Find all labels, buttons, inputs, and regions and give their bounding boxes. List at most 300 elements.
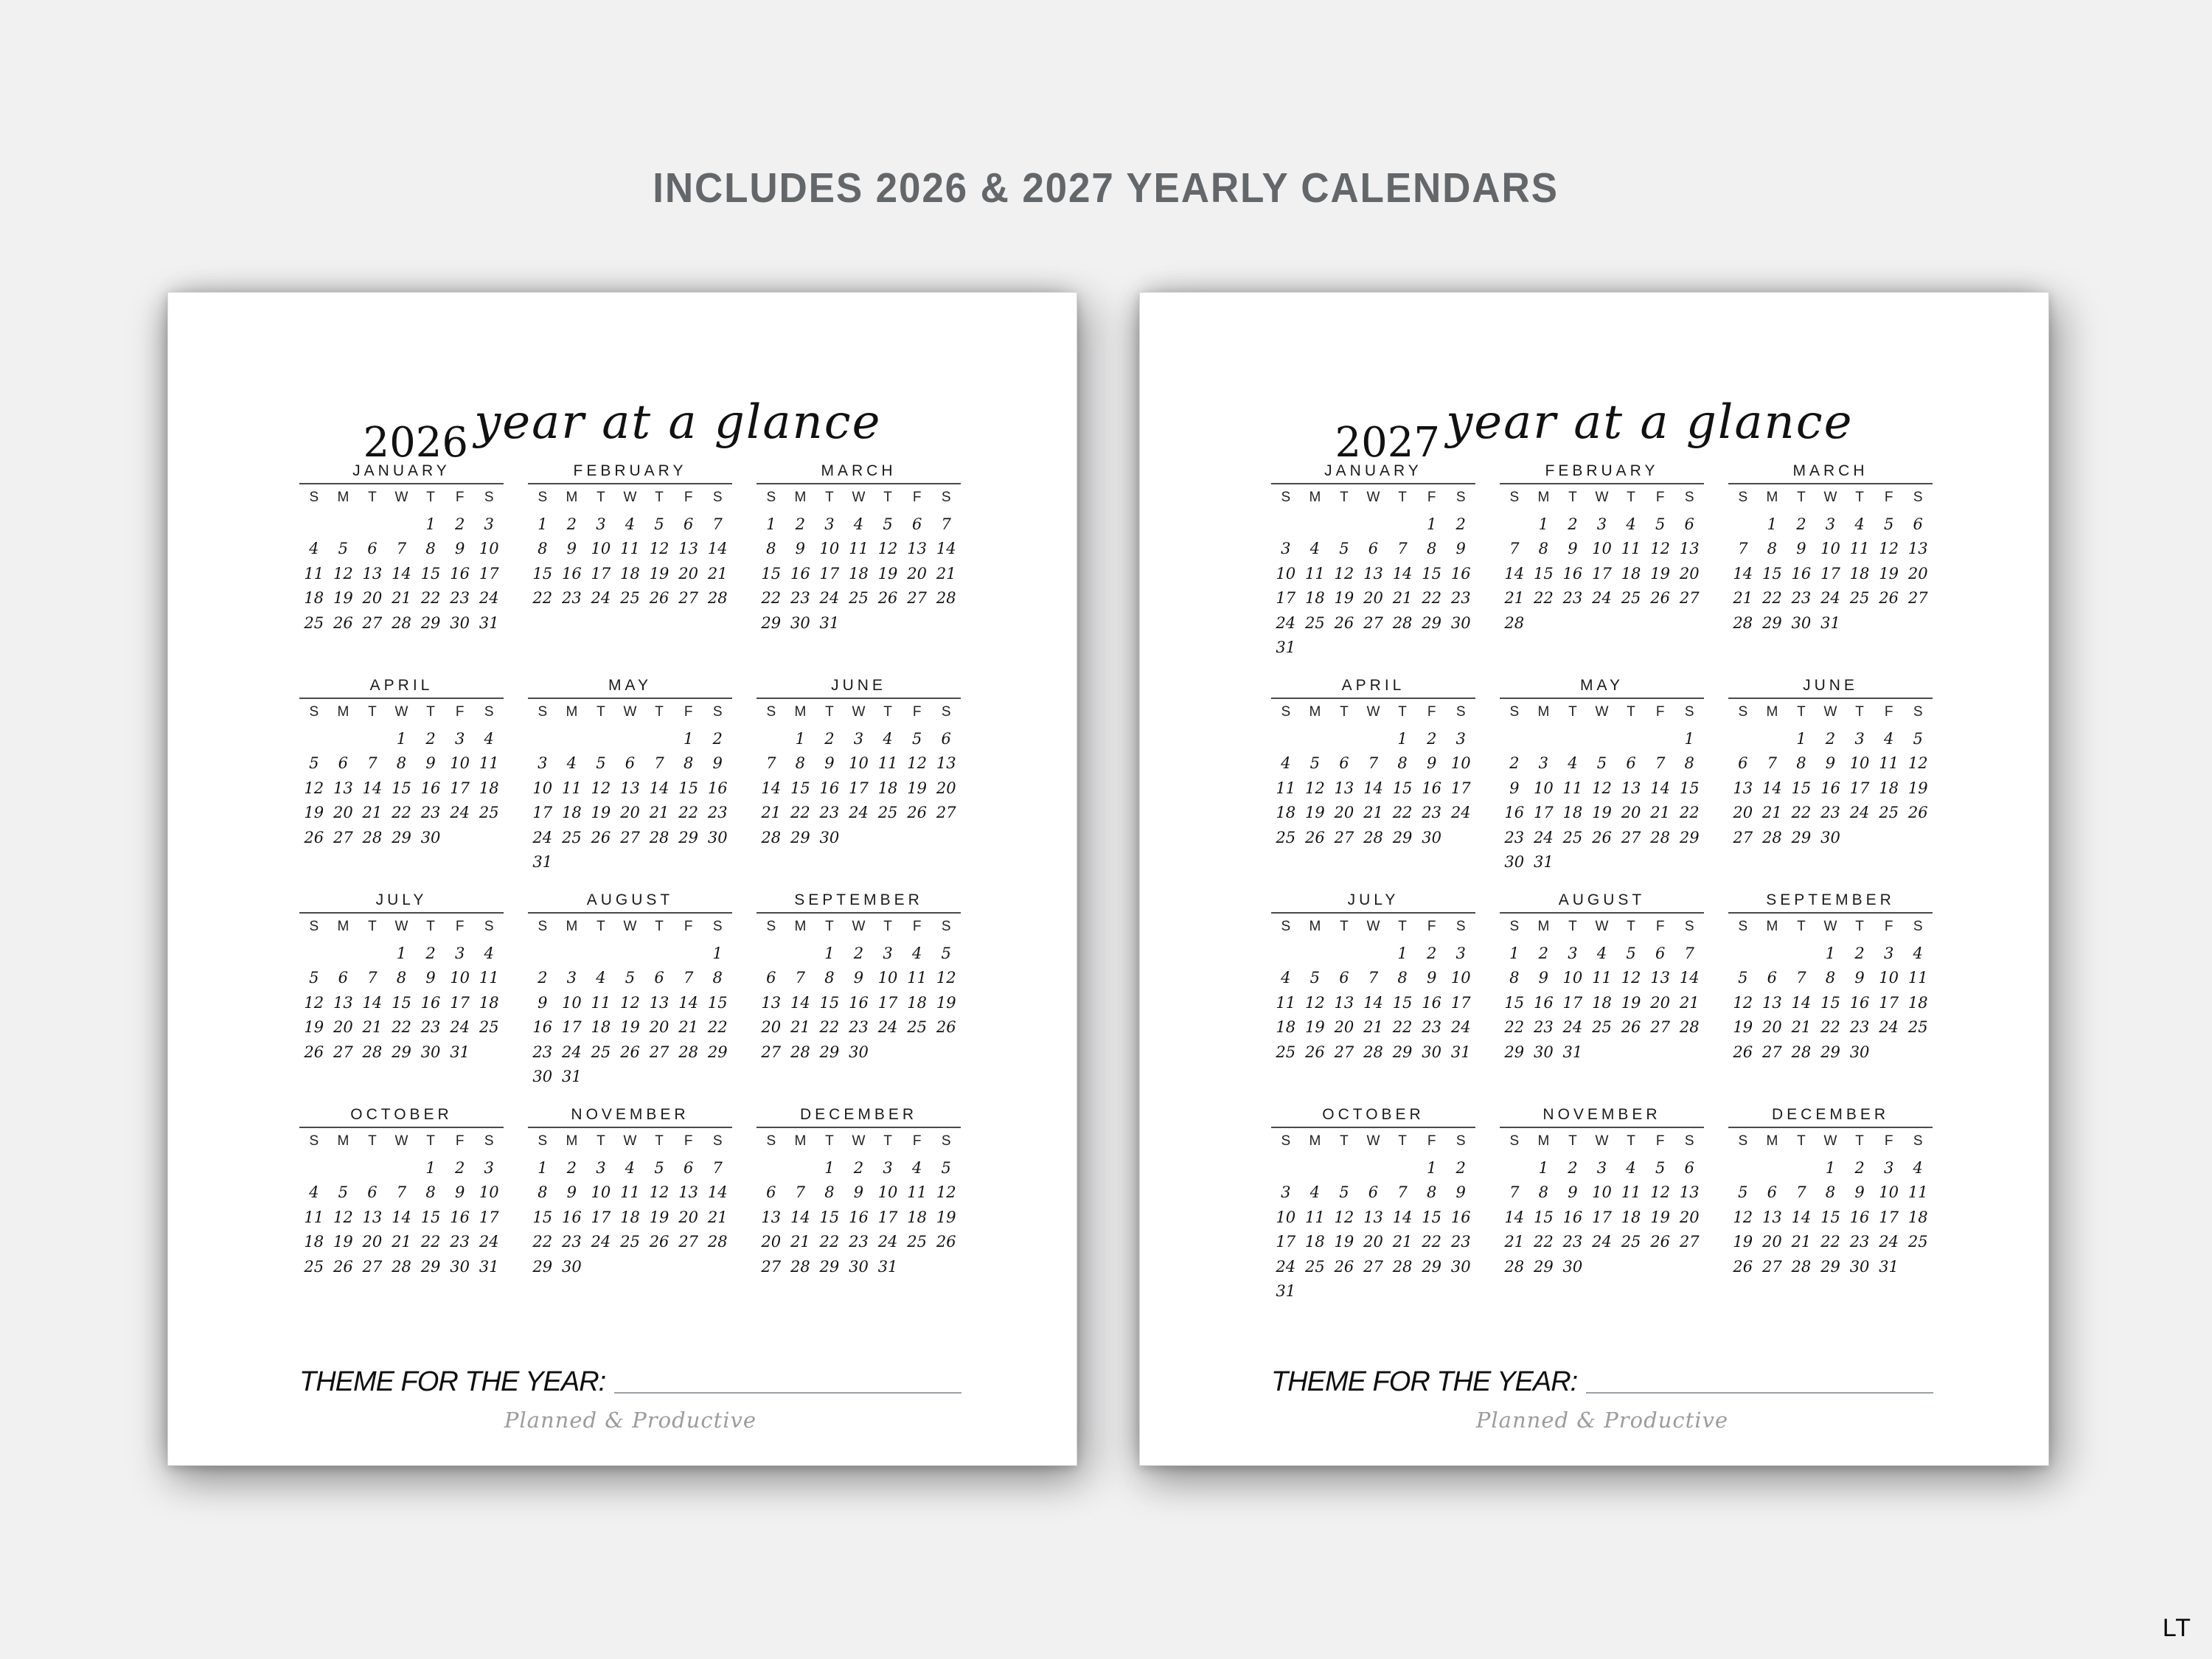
date-cell: 29 xyxy=(1820,1257,1840,1276)
weekday-cell: F xyxy=(455,919,465,934)
month-underline xyxy=(1500,912,1704,914)
weekday-cell: W xyxy=(394,704,408,720)
date-cell: 28 xyxy=(1363,828,1383,846)
date-cell: 30 xyxy=(1562,1257,1583,1276)
weekday-cell: M xyxy=(1537,1133,1550,1149)
date-cell: 13 xyxy=(1761,993,1782,1012)
empty-date-cell xyxy=(1787,1156,1816,1180)
date-cell: 17 xyxy=(1849,779,1870,797)
date-cell: 26 xyxy=(1650,1233,1670,1251)
date-cell: 13 xyxy=(649,993,669,1012)
date-cell: 28 xyxy=(707,589,728,608)
date-cell: 12 xyxy=(1334,564,1354,582)
date-cell: 1 xyxy=(766,515,776,533)
weekday-cell: T xyxy=(825,704,834,720)
date-cell: 12 xyxy=(877,540,898,558)
date-cell: 16 xyxy=(1562,1208,1583,1226)
empty-date-cell xyxy=(1329,942,1359,966)
date-grid xyxy=(528,727,732,874)
date-cell: 12 xyxy=(936,969,956,987)
date-cell: 28 xyxy=(1679,1018,1700,1037)
date-cell: 27 xyxy=(1334,828,1354,846)
weekday-cell: F xyxy=(1884,490,1893,505)
date-cell: 30 xyxy=(1450,613,1471,632)
date-cell: 27 xyxy=(333,828,353,846)
date-cell: 19 xyxy=(333,1233,353,1251)
empty-date-cell xyxy=(873,611,902,636)
date-cell: 18 xyxy=(1592,993,1612,1012)
date-cell: 21 xyxy=(1504,1233,1525,1251)
date-cell: 24 xyxy=(1592,1233,1612,1251)
empty-date-cell xyxy=(873,1040,902,1065)
weekday-cell: F xyxy=(684,490,693,505)
empty-date-cell xyxy=(1271,942,1301,966)
date-cell: 3 xyxy=(1883,1159,1894,1177)
empty-date-cell xyxy=(557,727,587,751)
date-cell: 2 xyxy=(425,945,436,962)
date-cell: 20 xyxy=(1334,804,1354,822)
date-cell: 20 xyxy=(1907,564,1928,582)
empty-date-cell xyxy=(1529,611,1559,636)
weekday-row xyxy=(757,703,961,722)
date-cell: 23 xyxy=(450,589,470,608)
date-cell: 18 xyxy=(907,993,927,1012)
date-grid xyxy=(757,942,961,1065)
date-grid xyxy=(1271,727,1475,850)
date-cell: 20 xyxy=(1679,1208,1700,1226)
date-cell: 3 xyxy=(484,515,494,533)
month-title: JULY xyxy=(1347,891,1399,908)
date-cell: 3 xyxy=(1854,730,1865,748)
empty-date-cell xyxy=(674,1255,703,1279)
date-cell: 9 xyxy=(1796,540,1806,558)
weekday-cell: M xyxy=(566,1133,578,1149)
weekday-cell: T xyxy=(597,490,605,505)
empty-date-cell xyxy=(1329,512,1359,537)
date-cell: 29 xyxy=(678,828,698,846)
weekday-cell: M xyxy=(566,704,578,720)
empty-date-cell xyxy=(1359,512,1388,537)
empty-date-cell xyxy=(445,826,475,850)
date-cell: 27 xyxy=(761,1257,782,1276)
date-cell: 26 xyxy=(1733,1257,1753,1276)
empty-date-cell xyxy=(1674,1040,1704,1065)
date-cell: 1 xyxy=(425,515,436,533)
weekday-cell: F xyxy=(684,919,693,934)
date-cell: 10 xyxy=(479,540,499,558)
date-cell: 2 xyxy=(1568,1159,1578,1177)
date-cell: 28 xyxy=(392,613,411,632)
date-cell: 2 xyxy=(853,945,864,962)
weekday-cell: S xyxy=(1684,919,1694,934)
date-cell: 29 xyxy=(1820,1043,1840,1061)
date-cell: 1 xyxy=(824,1159,835,1177)
weekday-cell: M xyxy=(794,1133,807,1149)
date-cell: 4 xyxy=(853,515,864,533)
weekday-cell: T xyxy=(1568,1133,1577,1149)
empty-date-cell xyxy=(1417,636,1447,660)
date-cell: 19 xyxy=(907,779,927,797)
date-cell: 17 xyxy=(1879,993,1899,1012)
theme-row xyxy=(299,1368,961,1396)
date-cell: 29 xyxy=(707,1043,728,1061)
empty-date-cell xyxy=(299,727,329,751)
empty-date-cell xyxy=(1646,850,1675,874)
date-cell: 1 xyxy=(1426,515,1437,533)
empty-date-cell xyxy=(1359,1279,1388,1304)
date-cell: 30 xyxy=(849,1257,869,1276)
weekday-row xyxy=(1500,703,1704,722)
empty-date-cell xyxy=(1758,1156,1787,1180)
empty-date-cell xyxy=(931,1040,961,1065)
month-block xyxy=(1728,1105,1933,1306)
watermark: LT xyxy=(2162,1614,2191,1642)
date-cell: 17 xyxy=(1879,1208,1899,1226)
date-cell: 26 xyxy=(1650,589,1670,608)
empty-date-cell xyxy=(1616,611,1646,636)
date-cell: 5 xyxy=(338,540,349,558)
date-cell: 17 xyxy=(849,779,869,797)
weekday-cell: S xyxy=(538,1133,548,1149)
date-cell: 22 xyxy=(819,1018,840,1037)
date-cell: 2 xyxy=(1455,1159,1466,1177)
weekday-cell: T xyxy=(368,1133,377,1149)
date-cell: 19 xyxy=(1304,804,1325,822)
weekday-cell: S xyxy=(1738,704,1748,720)
date-cell: 26 xyxy=(1879,589,1899,608)
date-cell: 15 xyxy=(392,779,411,797)
date-cell: 17 xyxy=(819,564,840,582)
weekday-row xyxy=(1500,1132,1704,1151)
date-cell: 23 xyxy=(1849,1018,1870,1037)
date-cell: 4 xyxy=(1626,515,1636,533)
date-cell: 3 xyxy=(1825,515,1836,533)
date-cell: 19 xyxy=(649,1208,669,1226)
date-cell: 29 xyxy=(1791,828,1812,846)
date-cell: 17 xyxy=(1592,564,1612,582)
date-cell: 29 xyxy=(819,1043,840,1061)
date-cell: 4 xyxy=(596,969,606,987)
date-cell: 9 xyxy=(454,540,465,558)
date-cell: 17 xyxy=(1450,779,1471,797)
date-cell: 4 xyxy=(484,945,494,962)
empty-date-cell xyxy=(674,850,703,874)
date-cell: 7 xyxy=(683,969,694,987)
date-grid xyxy=(528,512,732,611)
date-cell: 2 xyxy=(824,730,835,748)
date-cell: 5 xyxy=(338,1183,349,1202)
date-cell: 19 xyxy=(1334,1233,1354,1251)
date-cell: 22 xyxy=(1820,1233,1840,1251)
date-cell: 3 xyxy=(883,1159,893,1177)
date-cell: 7 xyxy=(1368,754,1379,773)
date-grid xyxy=(1728,512,1933,636)
date-cell: 1 xyxy=(396,730,407,748)
date-cell: 17 xyxy=(450,779,470,797)
date-cell: 14 xyxy=(1504,564,1525,582)
date-cell: 3 xyxy=(1281,540,1291,558)
empty-date-cell xyxy=(1787,942,1816,966)
date-cell: 24 xyxy=(479,589,499,608)
weekday-cell: S xyxy=(484,1133,494,1149)
month-block xyxy=(757,676,961,877)
weekday-row xyxy=(1728,488,1933,507)
date-cell: 17 xyxy=(1276,1233,1296,1251)
weekday-cell: F xyxy=(912,1133,922,1149)
date-cell: 22 xyxy=(392,1018,411,1037)
date-cell: 3 xyxy=(1538,754,1549,773)
date-cell: 14 xyxy=(1650,779,1670,797)
weekday-cell: W xyxy=(852,1133,866,1149)
weekday-cell: W xyxy=(623,490,637,505)
months-grid xyxy=(299,462,961,1306)
weekday-cell: M xyxy=(1766,704,1778,720)
date-cell: 7 xyxy=(941,515,951,533)
date-cell: 16 xyxy=(1562,564,1583,582)
date-cell: 20 xyxy=(333,804,353,822)
empty-date-cell xyxy=(1271,1156,1301,1180)
date-cell: 24 xyxy=(1450,1018,1471,1037)
date-cell: 23 xyxy=(1849,1233,1870,1251)
date-cell: 23 xyxy=(561,589,582,608)
date-cell: 20 xyxy=(1621,804,1641,822)
month-underline xyxy=(1271,1127,1475,1128)
date-cell: 11 xyxy=(1621,1183,1641,1202)
date-cell: 20 xyxy=(761,1018,782,1037)
date-cell: 12 xyxy=(936,1183,956,1202)
date-cell: 15 xyxy=(819,1208,840,1226)
date-cell: 28 xyxy=(790,1043,810,1061)
date-cell: 25 xyxy=(304,1257,324,1276)
month-block xyxy=(1728,891,1933,1091)
date-cell: 30 xyxy=(1504,852,1525,871)
date-cell: 15 xyxy=(707,993,728,1012)
date-cell: 11 xyxy=(1907,969,1928,987)
date-cell: 9 xyxy=(1568,540,1578,558)
date-cell: 7 xyxy=(1684,945,1694,962)
weekday-row xyxy=(528,488,732,507)
empty-date-cell xyxy=(1329,1279,1359,1304)
date-cell: 19 xyxy=(1592,804,1612,822)
date-cell: 27 xyxy=(362,1257,383,1276)
date-cell: 3 xyxy=(484,1159,494,1177)
month-underline xyxy=(1271,483,1475,484)
weekday-cell: W xyxy=(1823,704,1837,720)
empty-date-cell xyxy=(757,1156,786,1180)
date-cell: 16 xyxy=(1849,993,1870,1012)
date-grid xyxy=(1271,1156,1475,1304)
empty-date-cell xyxy=(1903,1255,1933,1279)
date-cell: 21 xyxy=(1791,1233,1812,1251)
date-cell: 12 xyxy=(1304,779,1325,797)
weekday-cell: M xyxy=(1537,704,1550,720)
date-cell: 3 xyxy=(1568,945,1578,962)
date-cell: 24 xyxy=(479,1233,499,1251)
month-title: JANUARY xyxy=(352,462,451,479)
month-title: DECEMBER xyxy=(799,1106,918,1123)
date-cell: 31 xyxy=(479,613,499,632)
weekday-cell: T xyxy=(1568,704,1577,720)
date-cell: 7 xyxy=(1767,754,1778,773)
date-cell: 26 xyxy=(1334,1257,1354,1276)
date-cell: 18 xyxy=(1304,1233,1325,1251)
empty-date-cell xyxy=(1359,942,1388,966)
date-cell: 9 xyxy=(1538,969,1549,987)
weekday-row xyxy=(299,703,504,722)
date-cell: 2 xyxy=(538,969,548,987)
weekday-cell: M xyxy=(337,490,349,505)
weekday-cell: W xyxy=(1823,919,1837,934)
empty-date-cell xyxy=(586,850,616,874)
date-cell: 2 xyxy=(1426,730,1437,748)
date-cell: 21 xyxy=(1679,993,1700,1012)
date-cell: 5 xyxy=(1738,969,1748,987)
date-cell: 27 xyxy=(1334,1043,1354,1061)
date-cell: 23 xyxy=(420,1018,441,1037)
weekday-row xyxy=(1728,917,1933,936)
weekday-row xyxy=(1271,917,1475,936)
date-cell: 23 xyxy=(1450,589,1471,608)
date-cell: 25 xyxy=(907,1018,927,1037)
date-cell: 9 xyxy=(795,540,806,558)
date-cell: 14 xyxy=(1791,993,1812,1012)
empty-date-cell xyxy=(358,1156,387,1180)
date-cell: 15 xyxy=(1504,993,1525,1012)
date-cell: 4 xyxy=(1854,515,1865,533)
date-cell: 27 xyxy=(907,589,927,608)
empty-date-cell xyxy=(1359,1156,1388,1180)
date-cell: 6 xyxy=(941,730,951,748)
date-cell: 27 xyxy=(1907,589,1928,608)
date-cell: 11 xyxy=(1562,779,1583,797)
date-cell: 9 xyxy=(853,1183,864,1202)
weekday-cell: T xyxy=(1797,919,1806,934)
empty-date-cell xyxy=(358,727,387,751)
date-cell: 8 xyxy=(1825,969,1836,987)
date-cell: 23 xyxy=(790,589,810,608)
date-cell: 7 xyxy=(1738,540,1748,558)
empty-date-cell xyxy=(586,942,616,966)
date-cell: 15 xyxy=(1422,564,1441,582)
date-cell: 11 xyxy=(1304,564,1325,582)
date-cell: 9 xyxy=(1509,779,1520,797)
date-cell: 25 xyxy=(1276,1043,1296,1061)
empty-date-cell xyxy=(786,942,815,966)
weekday-row xyxy=(1728,1132,1933,1151)
month-block xyxy=(299,891,504,1091)
date-grid xyxy=(528,1156,732,1279)
date-cell: 5 xyxy=(1339,1183,1349,1202)
weekday-cell: F xyxy=(1427,490,1436,505)
date-cell: 7 xyxy=(712,515,723,533)
date-cell: 24 xyxy=(561,1043,582,1061)
empty-date-cell xyxy=(586,727,616,751)
date-cell: 15 xyxy=(1791,779,1812,797)
month-block xyxy=(1500,676,1704,877)
date-cell: 17 xyxy=(877,993,898,1012)
date-cell: 20 xyxy=(1733,804,1753,822)
date-cell: 9 xyxy=(454,1183,465,1202)
date-cell: 29 xyxy=(790,828,810,846)
date-cell: 8 xyxy=(425,540,436,558)
date-cell: 19 xyxy=(1334,589,1354,608)
empty-date-cell xyxy=(1301,512,1330,537)
date-cell: 12 xyxy=(333,1208,353,1226)
date-cell: 10 xyxy=(591,540,611,558)
weekday-cell: S xyxy=(766,919,776,934)
weekday-cell: S xyxy=(712,704,723,720)
date-cell: 19 xyxy=(936,993,956,1012)
empty-date-cell xyxy=(931,826,961,850)
weekday-cell: T xyxy=(655,704,664,720)
date-cell: 21 xyxy=(1791,1018,1812,1037)
month-block xyxy=(1271,676,1475,877)
empty-date-cell xyxy=(1329,727,1359,751)
weekday-cell: M xyxy=(337,919,349,934)
empty-date-cell xyxy=(1874,611,1904,636)
date-cell: 8 xyxy=(1426,1183,1437,1202)
date-cell: 26 xyxy=(877,589,898,608)
date-cell: 16 xyxy=(1450,1208,1471,1226)
date-cell: 10 xyxy=(877,969,898,987)
date-cell: 1 xyxy=(538,515,548,533)
date-cell: 6 xyxy=(625,754,636,773)
date-cell: 24 xyxy=(1276,613,1296,632)
date-cell: 4 xyxy=(1626,1159,1636,1177)
date-cell: 30 xyxy=(790,613,810,632)
date-cell: 5 xyxy=(941,945,951,962)
date-cell: 12 xyxy=(620,993,640,1012)
date-cell: 25 xyxy=(849,589,869,608)
script-title: year at a glance xyxy=(1446,395,1854,450)
weekday-cell: M xyxy=(1537,490,1550,505)
weekday-cell: T xyxy=(1398,919,1407,934)
month-title: MARCH xyxy=(1792,462,1868,479)
date-cell: 18 xyxy=(620,1208,640,1226)
weekday-cell: M xyxy=(337,704,349,720)
weekday-cell: S xyxy=(1684,490,1694,505)
date-cell: 26 xyxy=(1907,804,1928,822)
date-cell: 10 xyxy=(450,969,470,987)
date-cell: 17 xyxy=(1450,993,1471,1012)
date-cell: 7 xyxy=(766,754,776,773)
date-cell: 16 xyxy=(849,1208,869,1226)
date-cell: 18 xyxy=(1276,804,1296,822)
date-cell: 20 xyxy=(936,779,956,797)
empty-date-cell xyxy=(329,942,358,966)
weekday-cell: M xyxy=(1309,704,1321,720)
date-cell: 23 xyxy=(1791,589,1812,608)
date-cell: 11 xyxy=(304,564,324,582)
date-cell: 8 xyxy=(683,754,694,773)
date-cell: 11 xyxy=(620,540,640,558)
date-cell: 23 xyxy=(849,1233,869,1251)
empty-date-cell xyxy=(1903,1040,1933,1065)
date-cell: 4 xyxy=(1281,969,1291,987)
date-cell: 5 xyxy=(1913,730,1923,748)
empty-date-cell xyxy=(1587,850,1617,874)
month-block xyxy=(528,676,732,877)
date-cell: 3 xyxy=(1455,945,1466,962)
date-cell: 30 xyxy=(450,1257,470,1276)
weekday-row xyxy=(299,917,504,936)
weekday-cell: T xyxy=(1627,704,1635,720)
empty-date-cell xyxy=(1558,850,1587,874)
date-cell: 31 xyxy=(450,1043,470,1061)
theme-label: THEME FOR THE YEAR: xyxy=(299,1366,606,1397)
weekday-cell: S xyxy=(309,490,319,505)
empty-date-cell xyxy=(1646,1040,1675,1065)
